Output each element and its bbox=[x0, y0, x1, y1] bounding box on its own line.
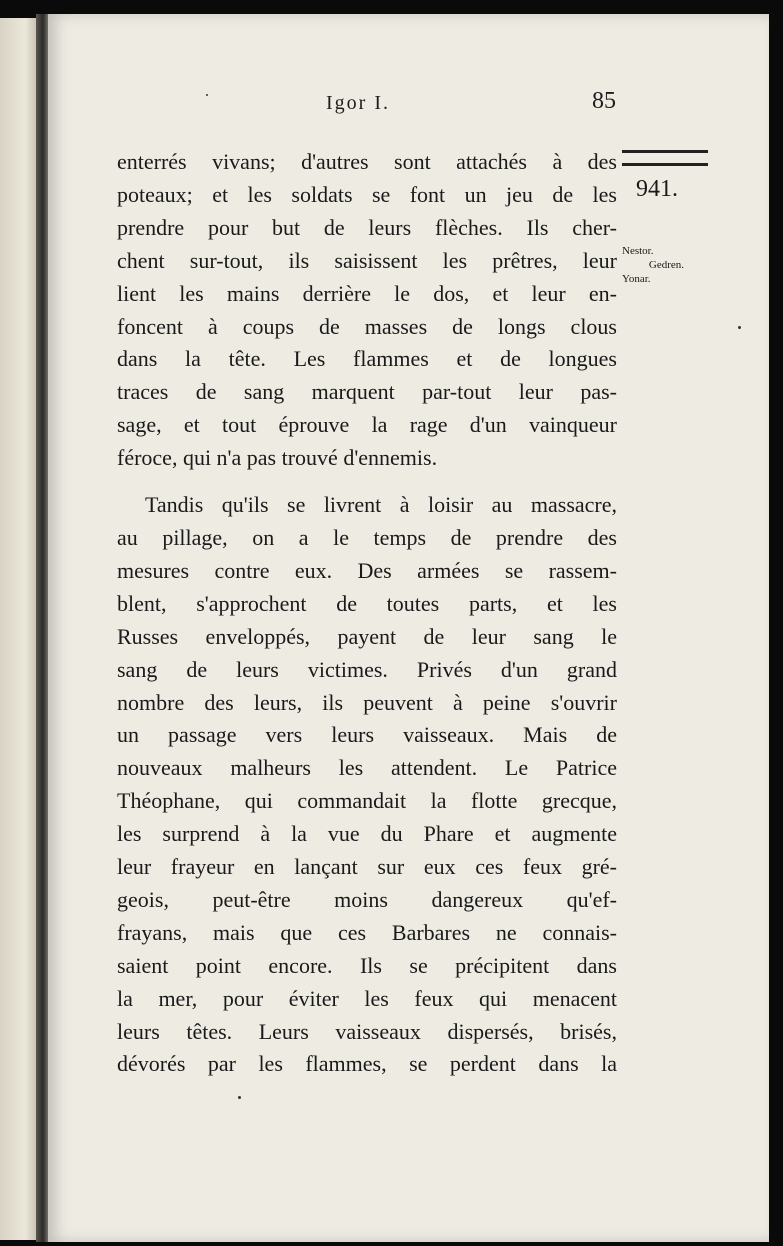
running-head-title: Igor I. bbox=[326, 92, 390, 114]
text-line: dans la tête. Les flammes et de longues bbox=[117, 346, 617, 372]
text-line: blent, s'approchent de toutes parts, et les bbox=[117, 590, 617, 616]
text-line: traces de sang marquent par-tout leur pas- bbox=[117, 379, 617, 405]
text-line: les surprend à la vue du Phare et augmente bbox=[117, 821, 617, 847]
text-line: Théophane, qui commandait la flotte grecque, bbox=[117, 788, 617, 814]
text-line: Russes enveloppés, payent de leur sang le bbox=[117, 623, 617, 649]
text-line: au pillage, on a le temps de prendre des bbox=[117, 524, 617, 550]
paragraph-gap bbox=[117, 475, 617, 489]
paper-speck bbox=[238, 1096, 241, 1099]
text-line: leurs têtes. Leurs vaisseaux dispersés, brisés, bbox=[117, 1018, 617, 1044]
text-line: prendre pour but de leurs flèches. Ils cher- bbox=[117, 214, 617, 240]
paragraph-2 bbox=[117, 489, 617, 1081]
text-line: un passage vers leurs vaisseaux. Mais de bbox=[117, 722, 617, 748]
text-line: leur frayeur en lançant sur eux ces feux gré- bbox=[117, 854, 617, 880]
text-line: saient point encore. Ils se précipitent dans bbox=[117, 952, 617, 978]
margin-rule-mark bbox=[622, 150, 708, 166]
page-number: 85 bbox=[592, 88, 616, 114]
paper-speck bbox=[738, 326, 741, 329]
text-line: nouveaux malheurs les attendent. Le Patrice bbox=[117, 755, 617, 781]
margin-source-2: Gedren. bbox=[648, 259, 684, 271]
text-line: foncent à coups de masses de longs clous bbox=[117, 313, 617, 339]
margin-source-1: Nestor. bbox=[622, 245, 654, 257]
facing-page-edge bbox=[0, 18, 36, 1240]
text-line: dévorés par les flammes, se perdent dans la bbox=[117, 1051, 617, 1077]
text-line: geois, peut-être moins dangereux qu'ef- bbox=[117, 886, 617, 912]
text-line: la mer, pour éviter les feux qui menacent bbox=[117, 985, 617, 1011]
margin-year-note: 941. bbox=[636, 176, 678, 202]
body-text bbox=[117, 146, 617, 1081]
margin-source-3: Yonar. bbox=[622, 273, 651, 285]
text-line: nombre des leurs, ils peuvent à peine s'ouvrir bbox=[117, 689, 617, 715]
text-line: féroce, qui n'a pas trouvé d'ennemis. bbox=[117, 445, 438, 471]
text-line: frayans, mais que ces Barbares ne connais- bbox=[117, 919, 617, 945]
text-line: chent sur-tout, ils saisissent les prêtres, leur bbox=[117, 247, 617, 273]
text-line: Tandis qu'ils se livrent à loisir au massacre, bbox=[145, 492, 617, 518]
margin-source-notes bbox=[622, 244, 684, 286]
text-line: sang de leurs victimes. Privés d'un grand bbox=[117, 656, 617, 682]
text-line: enterrés vivans; d'autres sont attachés à des bbox=[117, 149, 617, 174]
paper-speck bbox=[206, 94, 208, 96]
paragraph-1 bbox=[117, 146, 617, 475]
text-line: sage, et tout éprouve la rage d'un vainqueur bbox=[117, 412, 617, 438]
text-line: mesures contre eux. Des armées se rassem- bbox=[117, 557, 617, 583]
text-line: lient les mains derrière le dos, et leur en- bbox=[117, 280, 617, 306]
text-line: poteaux; et les soldats se font un jeu de les bbox=[117, 181, 617, 207]
